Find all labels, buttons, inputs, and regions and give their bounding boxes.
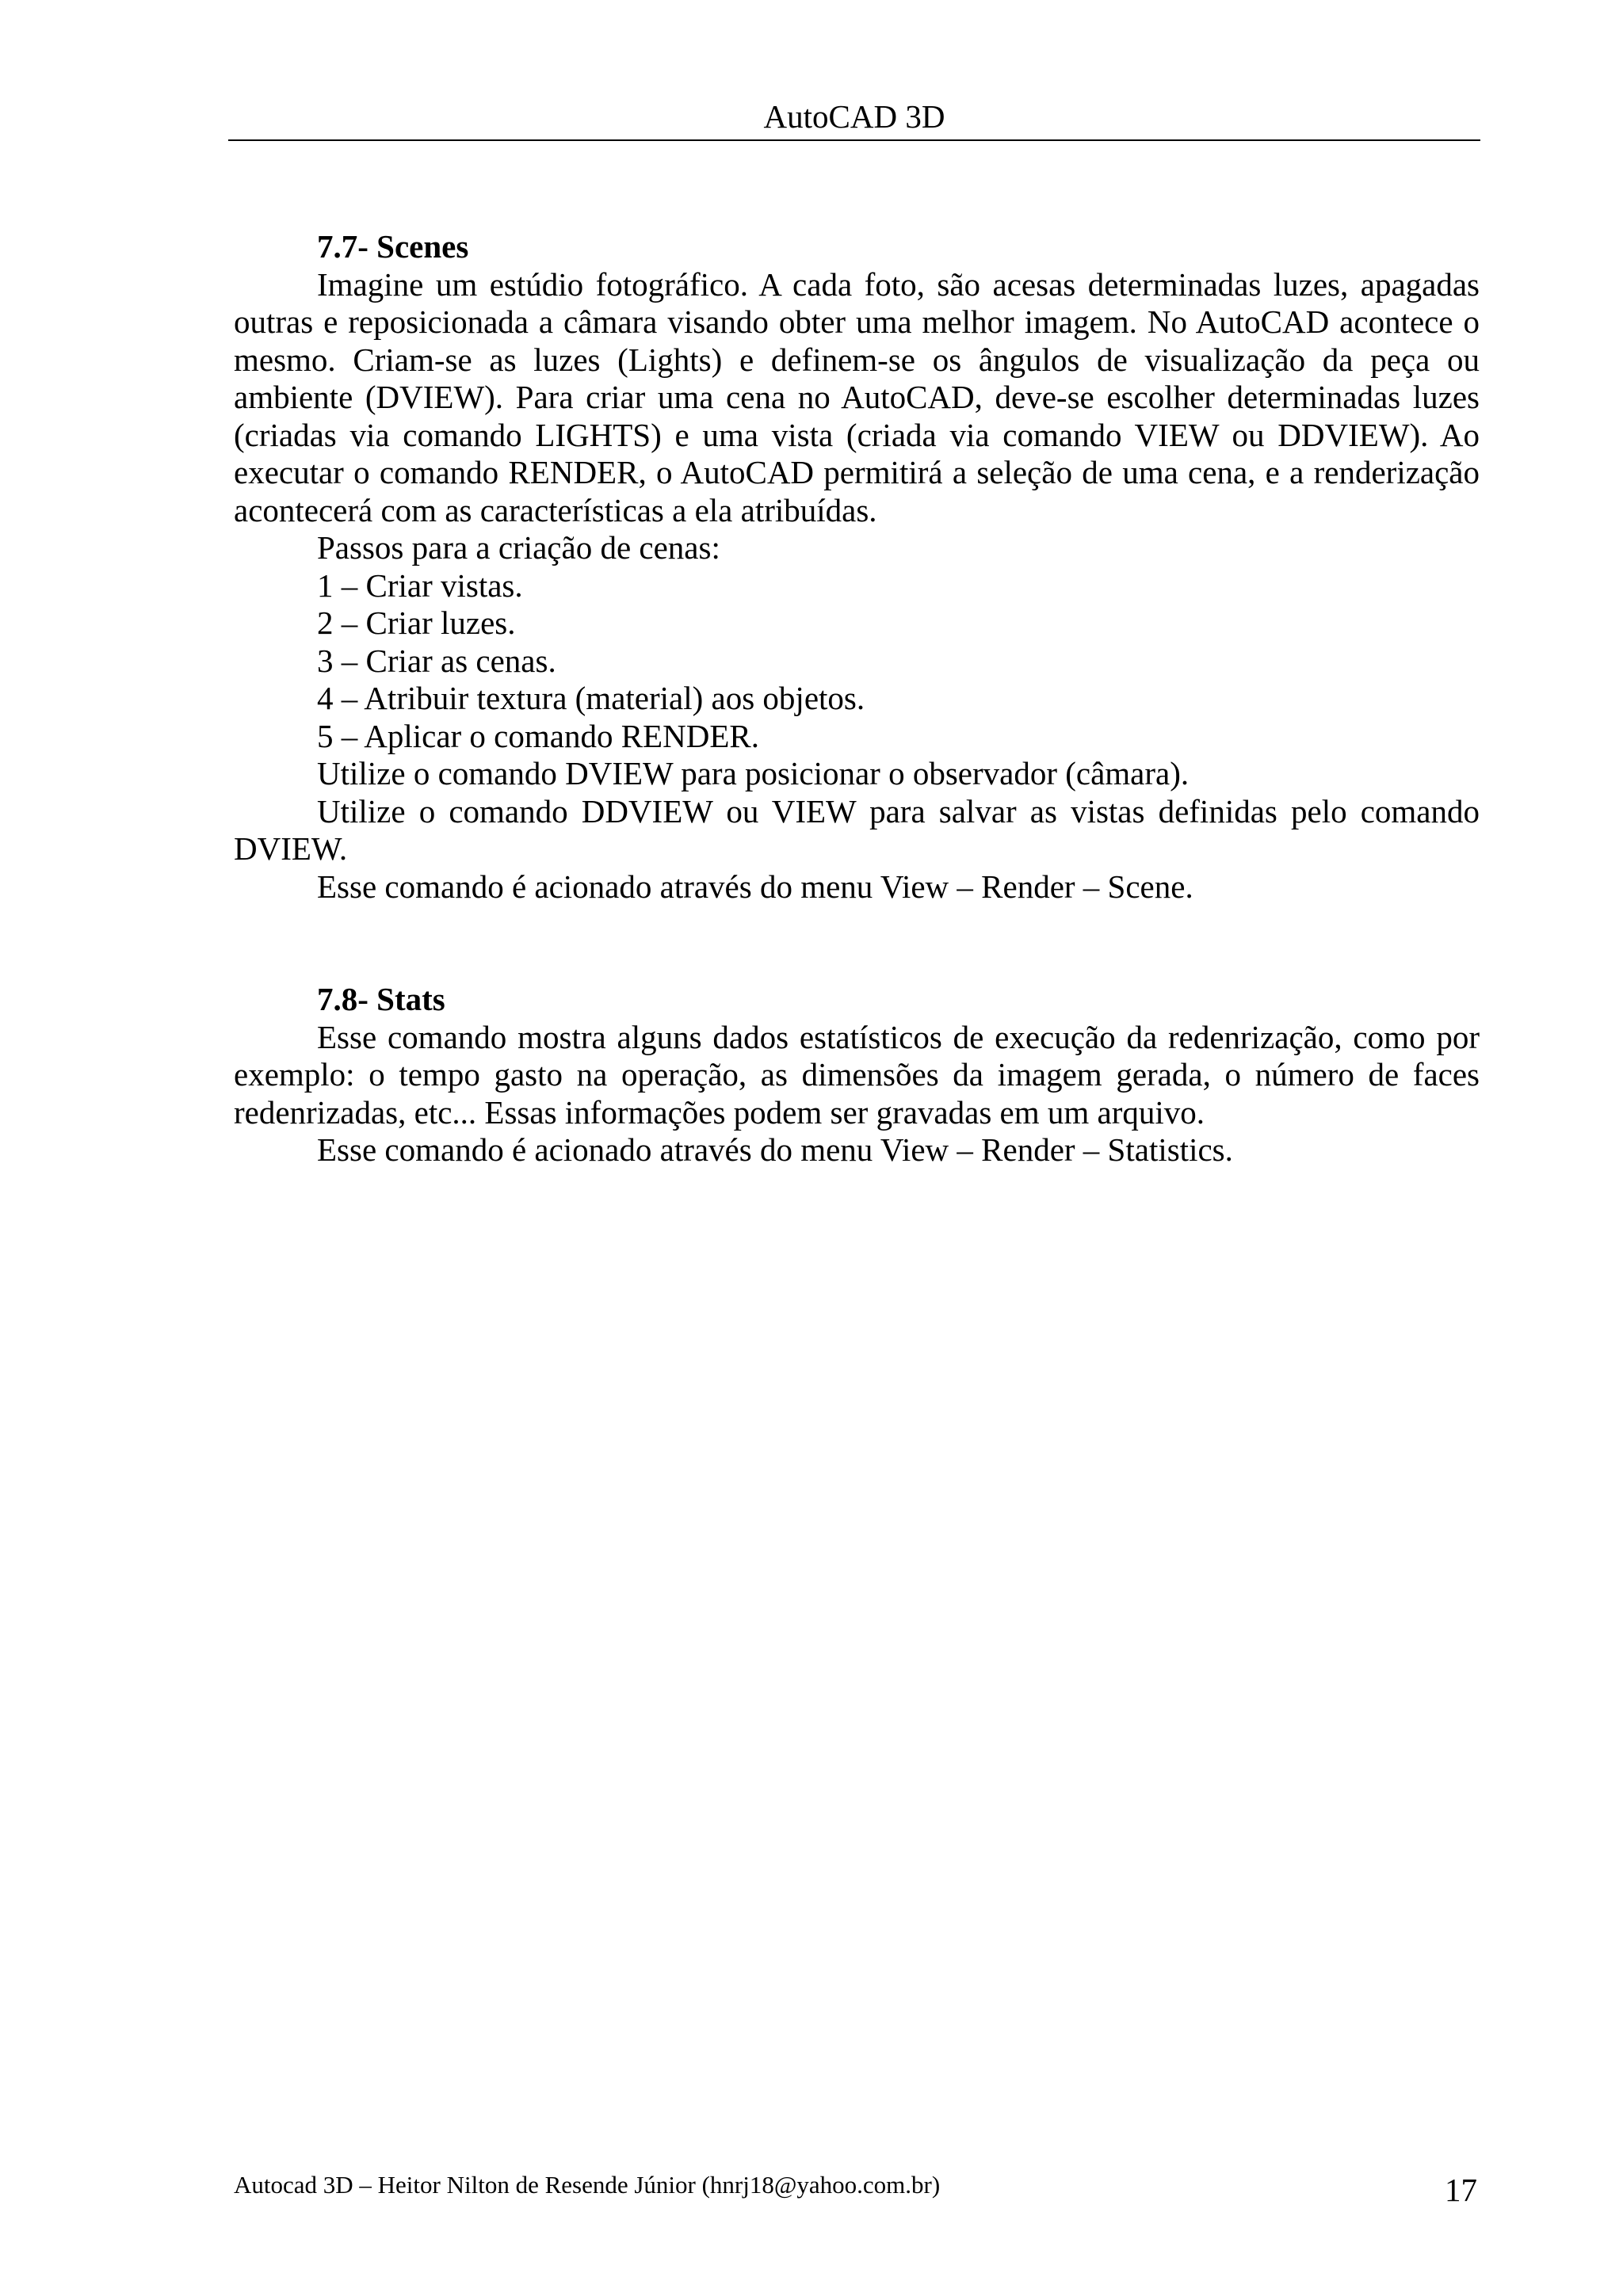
section-scenes	[234, 228, 1480, 906]
step-item: 4 – Atribuir textura (material) aos objetos.	[317, 680, 865, 716]
header-title: AutoCAD 3D	[763, 98, 945, 135]
step-item: 5 – Aplicar o comando RENDER.	[317, 717, 759, 754]
paragraph: Utilize o comando DVIEW para posicionar o observador (câmara).	[317, 755, 1190, 791]
paragraph: Esse comando é acionado através do menu View – Render – Statistics.	[317, 1131, 1233, 1168]
paragraph: Esse comando mostra alguns dados estatísticos de execução da redenrização, como por exemplo: o tempo gasto na operação, as dimensões da imagem gerada, o número de faces redenrizadas, etc... Essas informações podem ser gravadas em um arquivo.	[234, 1018, 1480, 1131]
paragraph: Imagine um estúdio fotográfico. A cada foto, são acesas determinadas luzes, apagadas outras e reposicionada a câmara visando obter uma melhor imagem. No AutoCAD acontece o mesmo. Criam-se as luzes (Lights) e definem-se os ângulos de visualização da peça ou ambiente (DVIEW). Para criar uma cena no AutoCAD, deve-se escolher determinadas luzes (criadas via comando LIGHTS) e uma vista (criada via comando VIEW ou DDVIEW). Ao executar o comando RENDER, o AutoCAD permitirá a seleção de uma cena, e a renderização acontecerá com as características a ela atribuídas.	[234, 265, 1480, 528]
section-heading: 7.7- Scenes	[317, 228, 469, 265]
paragraph: Esse comando é acionado através do menu View – Render – Scene.	[317, 868, 1193, 905]
steps-intro: Passos para a criação de cenas:	[317, 529, 720, 566]
section-stats	[234, 981, 1480, 1169]
step-item: 1 – Criar vistas.	[317, 566, 523, 604]
step-item: 2 – Criar luzes.	[317, 605, 516, 641]
section-heading: 7.8- Stats	[317, 981, 445, 1017]
step-item: 3 – Criar as cenas.	[317, 642, 556, 679]
page-number: 17	[1445, 2172, 1477, 2208]
page-header	[228, 93, 1480, 141]
document-body	[234, 228, 1480, 1169]
paragraph: Utilize o comando DDVIEW ou VIEW para salvar as vistas definidas pelo comando DVIEW.	[234, 792, 1480, 867]
section-spacer	[234, 906, 1480, 981]
footer-text: Autocad 3D – Heitor Nilton de Resende Júnior (hnrj18@yahoo.com.br)	[234, 2171, 941, 2199]
